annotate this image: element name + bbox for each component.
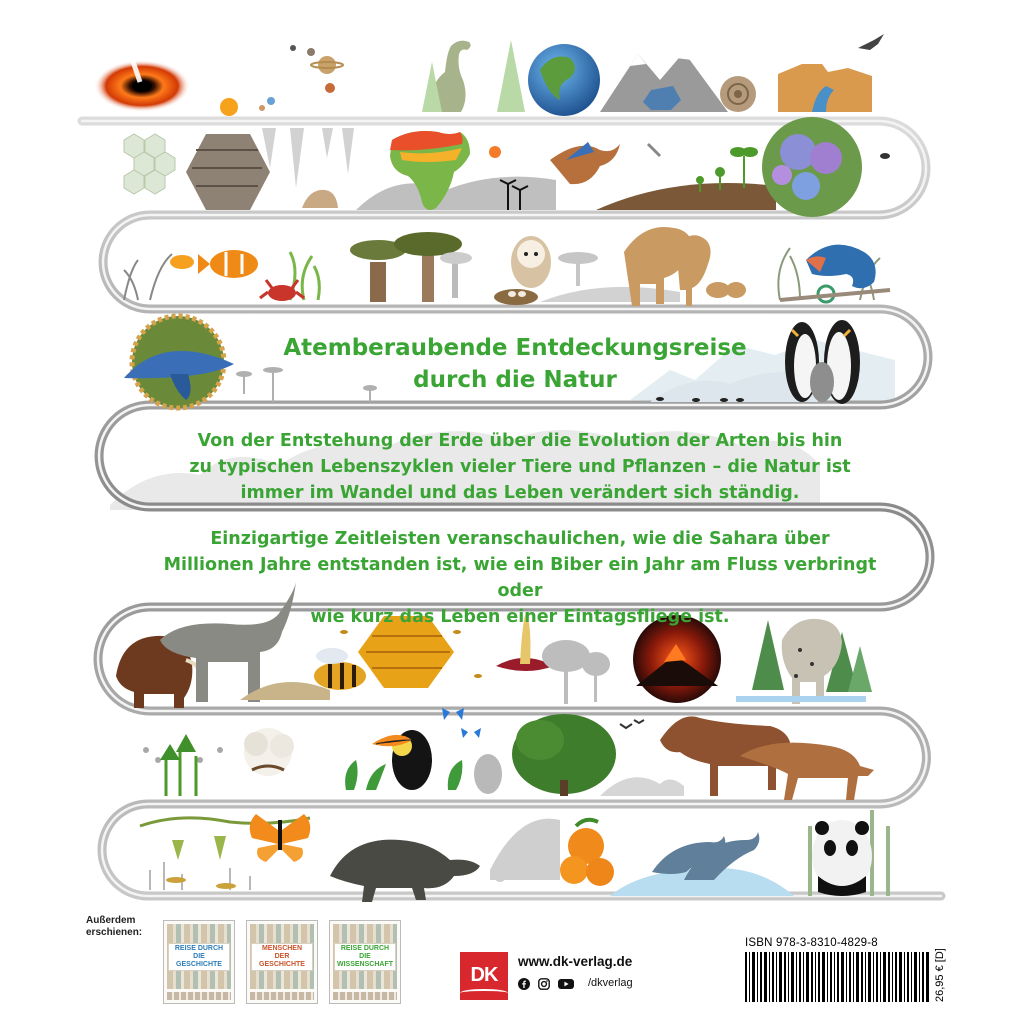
book-title — [251, 943, 313, 971]
paragraph-evolution — [150, 428, 890, 506]
instagram-icon[interactable] — [538, 978, 550, 990]
grey-trees-row7 — [490, 819, 560, 882]
headline-line-2: durch die Natur — [413, 367, 617, 393]
paragraph-2-line-3: wie kurz das Leben einer Eintagsfliege ist. — [310, 607, 730, 627]
price-label: 26,95 € [D] — [934, 948, 946, 1002]
grey-trees-row5 — [542, 640, 610, 704]
cotton-plant-icon — [160, 728, 294, 796]
book-title-line-3: WISSENSCHAFT — [337, 961, 393, 968]
book-cover-reise-durch-die-wissenschaft — [329, 920, 401, 1004]
planets-icon — [259, 45, 343, 111]
rock-layers-icon — [302, 190, 338, 208]
book-title-line-2: DER — [274, 953, 290, 960]
youtube-icon[interactable] — [558, 978, 574, 990]
book-title-line-1: REISE DURCH — [174, 945, 224, 952]
oak-tree-icon — [512, 714, 616, 796]
book-title-line-2: DIE — [193, 953, 205, 960]
falling-seed-icon — [648, 144, 660, 156]
dk-logo-text: DK — [470, 964, 498, 986]
paragraph-1-line-1: Von der Entstehung der Erde über die Evolution der Arten bis hin — [197, 431, 843, 451]
barcode-icon — [745, 952, 929, 1002]
grey-tree-row6 — [474, 754, 502, 794]
grasshoppers-icon — [166, 877, 236, 889]
water-pool-icon — [736, 696, 866, 702]
coral-icon — [124, 254, 172, 300]
book-cover-reise-durch-die-geschichte — [163, 920, 235, 1004]
sun-icon — [220, 98, 238, 116]
hills-row1 — [356, 177, 556, 210]
headline — [230, 332, 800, 396]
book-title-line-1: MENSCHEN — [261, 945, 303, 952]
toucan-icon — [372, 730, 432, 790]
soil-mound-icon — [596, 183, 776, 210]
serpentine-track — [82, 121, 941, 896]
horses-icon — [660, 716, 874, 800]
basalt-columns-icon — [186, 134, 270, 210]
book-cover-menschen-der-geschichte — [246, 920, 318, 1004]
birds-row6-icon — [620, 720, 644, 728]
book-title-line-1: REISE DURCH — [340, 945, 390, 952]
book-title-line-3: GESCHICHTE — [176, 961, 222, 968]
jay-bird-icon — [550, 142, 620, 184]
paragraph-timelines — [150, 526, 890, 630]
social-handle[interactable]: /dkverlag — [588, 977, 633, 989]
canyon-icon — [778, 64, 872, 112]
clownfish-icon — [170, 250, 258, 278]
dk-logo-book-mark — [460, 989, 508, 997]
paragraph-2-line-2: Millionen Jahre entstanden ist, wie ein Biber ein Jahr am Fluss verbringt oder — [163, 555, 877, 601]
stalactites-icon — [262, 128, 354, 188]
book-title — [168, 943, 230, 971]
hydrangea-icon — [762, 117, 862, 217]
book-cover-footer — [250, 992, 314, 1000]
owl-icon — [511, 236, 551, 288]
also-published-line-2: erschienen: — [86, 927, 143, 938]
crab-icon — [260, 280, 304, 301]
book-title-line-3: GESCHICHTE — [259, 961, 305, 968]
paragraph-1-line-3: immer im Wandel und das Leben verändert sich ständig. — [240, 483, 800, 503]
eagle-icon — [858, 34, 884, 50]
grey-bushes-row6 — [600, 777, 684, 796]
sun-dot-icon — [489, 146, 501, 158]
baobab-trees-icon — [350, 232, 472, 302]
hexagon-tiles-icon — [124, 134, 175, 194]
trees-row0 — [422, 40, 525, 112]
paragraph-1-line-2: zu typischen Lebenszyklen vieler Tiere und Pflanzen – die Natur ist — [189, 457, 851, 477]
also-published-line-1: Außerdem — [86, 915, 136, 926]
book-cover-footer — [167, 992, 231, 1000]
earth-globe-icon — [528, 44, 600, 116]
mushroom-icon — [124, 316, 234, 408]
dk-logo — [460, 952, 508, 1000]
also-published-label — [86, 915, 142, 939]
bee-icon — [314, 648, 366, 690]
black-hole-icon — [94, 0, 190, 112]
fly-icon — [880, 153, 890, 159]
oranges-icon — [560, 820, 614, 886]
book-title-line-2: DIE — [359, 953, 371, 960]
publisher-website[interactable]: www.dk-verlag.de — [518, 954, 633, 969]
panda-icon — [812, 820, 872, 896]
book-cover-footer — [333, 992, 397, 1000]
bird-nest-icon — [494, 289, 538, 305]
book-title — [334, 943, 396, 971]
headline-line-1: Atemberaubende Entdeckungsreise — [283, 335, 747, 361]
monarch-butterfly-icon — [250, 814, 311, 862]
paragraph-2-line-1: Einzigartige Zeitleisten veranschaulichen, wie die Sahara über — [210, 529, 830, 549]
ammonite-fossil-icon — [720, 76, 756, 112]
facebook-icon[interactable] — [518, 978, 530, 990]
isbn-label: ISBN 978-3-8310-4829-8 — [745, 937, 878, 949]
